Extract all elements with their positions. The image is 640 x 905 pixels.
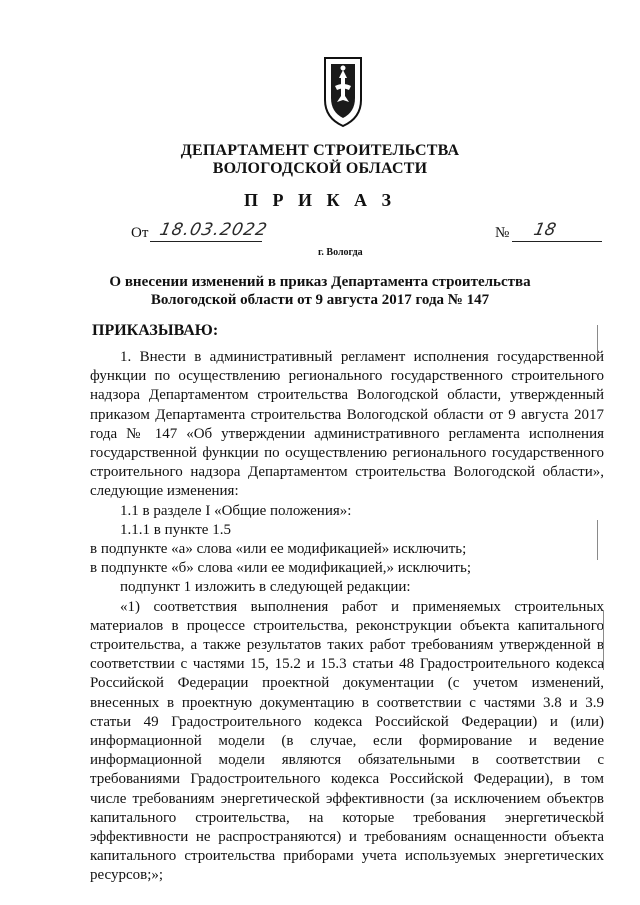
date-label: От <box>131 225 149 241</box>
order-keyword: ПРИКАЗЫВАЮ: <box>92 322 219 339</box>
paragraph-subpoint-b: в подпункте «б» слова «или ее модификацией,» исключить; <box>90 560 471 577</box>
date-underline <box>150 241 262 242</box>
number-underline <box>512 241 602 242</box>
department-name-line1: ДЕПАРТАМЕНТ СТРОИТЕЛЬСТВА <box>180 142 460 159</box>
coat-of-arms-icon <box>323 56 363 128</box>
scan-artifact-line <box>603 610 604 670</box>
handwritten-number: 18 <box>531 220 558 240</box>
scan-artifact-line <box>597 325 598 355</box>
paragraph-item-1-1: 1.1 в разделе I «Общие положения»: <box>120 502 352 519</box>
paragraph-subpoint-1-text: «1) соответствия выполнения работ и применяемых строительных материалов в процессе строительства, реконструкции объекта капитального строительства, а также результатов таких работ требованиям утвержденной в соответствии с частями 15, 15.2 и 15.3 статьи 48 Градостроительного кодекса Российской Федерации проектной документации (с учетом изменений, внесенных в проектную документацию в соответствии с частями 3.8 и 3.9 статьи 49 Градостроительного кодекса Российской Федерации) и (или) информационной модели (в случае, если формирование и ведение информационной модели являются обязательными в соответствии с требованиями Градостроительного кодекса Российской Федерации), в том числе требованиям энергетической эффективности (за исключением объектов капитального строительства, на которые требования энергетической эффективности не распространяются) и требованиям оснащенности объекта капитального строительства приборами учета используемых энергетических ресурсов;»; <box>90 598 604 884</box>
paragraph-item-1-1-1: 1.1.1 в пункте 1.5 <box>120 521 231 538</box>
number-label: № <box>495 225 510 241</box>
paragraph-item-1: 1. Внести в административный регламент исполнения государственной функции по осуществлению регионального государственного строительного надзора Департаментом строительства Вологодской области, утвержденный приказом Департамента строительства Вологодской области от 9 августа 2017 года № 147 «Об утверждении административного регламента исполнения государственной функции по осуществлению регионального государственного строительного надзора Департаментом строительства Вологодской области», следующие изменения: <box>90 349 604 500</box>
subject-line1: О внесении изменений в приказ Департамента строительства <box>109 274 531 290</box>
document-type-title: П Р И К А З <box>243 190 397 210</box>
paragraph-subpoint-a: в подпункте «а» слова «или ее модификацией» исключить; <box>90 541 467 558</box>
subject-line2: Вологодской области от 9 августа 2017 года № 147 <box>150 292 490 308</box>
scan-artifact-line <box>597 520 598 560</box>
scan-artifact-line <box>590 800 591 822</box>
handwritten-date: 18.03.2022 <box>157 220 270 240</box>
document-body <box>90 348 604 886</box>
department-name-line2: ВОЛОГОДСКОЙ ОБЛАСТИ <box>212 160 428 177</box>
paragraph-subpoint-1-intro: подпункт 1 изложить в следующей редакции: <box>120 579 411 596</box>
city-label: г. Вологда <box>318 247 363 258</box>
